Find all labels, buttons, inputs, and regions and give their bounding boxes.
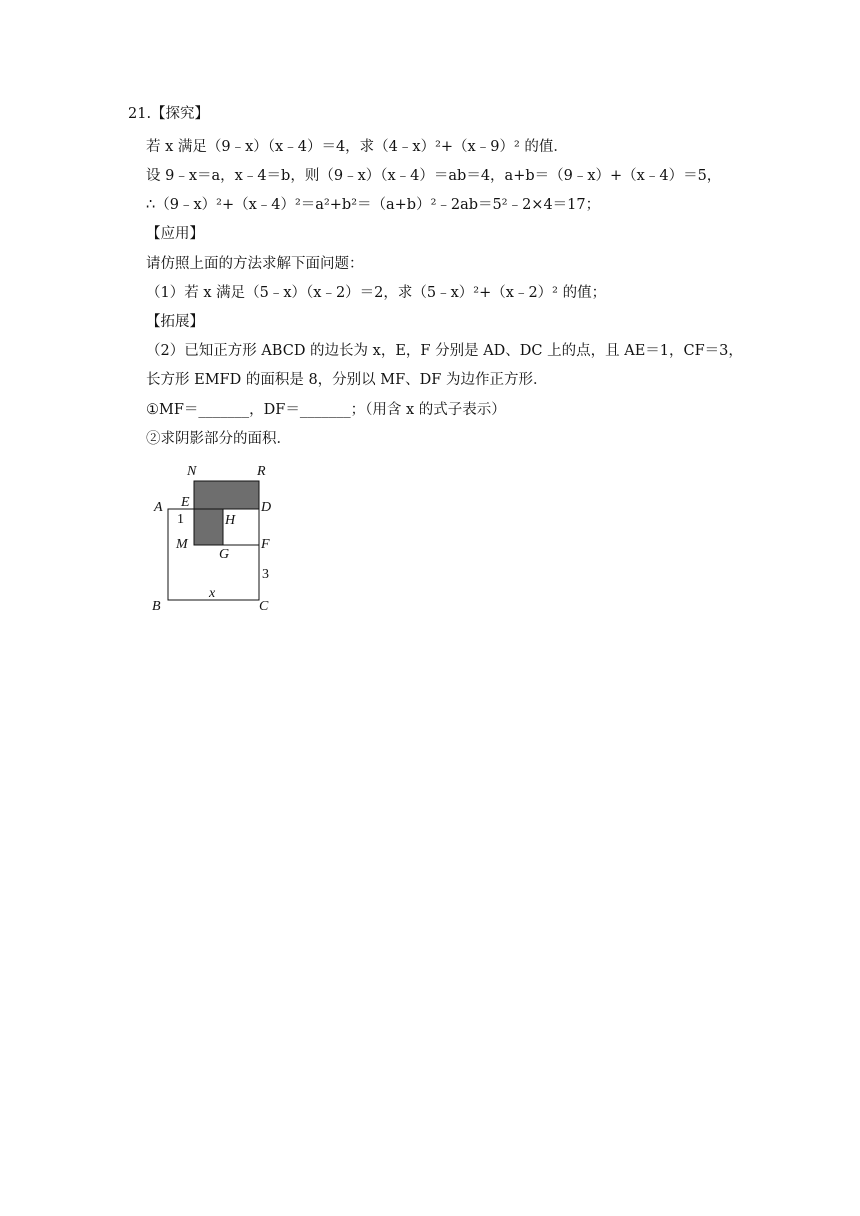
geometry-figure [146, 458, 286, 618]
shaded-square-mghe [194, 509, 223, 545]
explore-substitution: 设 9﹣x＝a，x﹣4＝b，则（9﹣x）（x﹣4）＝ab＝4，a+b＝（9﹣x）+（x﹣4）＝5， [146, 168, 722, 184]
explore-statement: 若 x 满足（9﹣x）（x﹣4）＝4，求（4﹣x）²+（x﹣9）² 的值． [146, 139, 568, 155]
label-side-x: x [209, 586, 216, 601]
problem-number-title: 21.【探究】 [128, 106, 210, 122]
label-n: N [187, 464, 197, 479]
square-diagram [146, 458, 286, 618]
question-1: （1）若 x 满足（5﹣x）（x﹣2）＝2，求（5﹣x）²+（x﹣2）² 的值； [146, 285, 607, 301]
sub-question-2: ②求阴影部分的面积． [146, 431, 291, 447]
label-h: H [225, 513, 236, 528]
label-b: B [152, 599, 161, 614]
label-f: F [261, 537, 270, 552]
label-m: M [176, 537, 188, 552]
label-r: R [257, 464, 266, 479]
apply-instruction: 请仿照上面的方法求解下面问题： [146, 256, 364, 272]
label-ae-length: 1 [177, 512, 184, 527]
apply-heading: 【应用】 [146, 226, 204, 242]
question-2-line-2: 长方形 EMFD 的面积是 8，分别以 MF、DF 为边作正方形． [146, 372, 548, 388]
explore-result: ∴（9﹣x）²+（x﹣4）²＝a²+b²＝（a+b）²﹣2ab＝5²﹣2×4＝17； [146, 197, 601, 213]
sub-question-1: ①MF＝_______，DF＝_______；（用含 x 的式子表示） [146, 402, 506, 418]
label-g: G [219, 547, 230, 562]
label-d: D [261, 500, 272, 515]
label-a: A [154, 500, 163, 515]
shaded-square-nrdf [194, 481, 259, 509]
extend-heading: 【拓展】 [146, 314, 204, 330]
label-c: C [259, 599, 269, 614]
label-cf-length: 3 [262, 567, 269, 582]
label-e: E [181, 495, 190, 510]
question-2-line-1: （2）已知正方形 ABCD 的边长为 x，E，F 分别是 AD、DC 上的点，且 AE＝1，CF＝3， [146, 343, 743, 359]
